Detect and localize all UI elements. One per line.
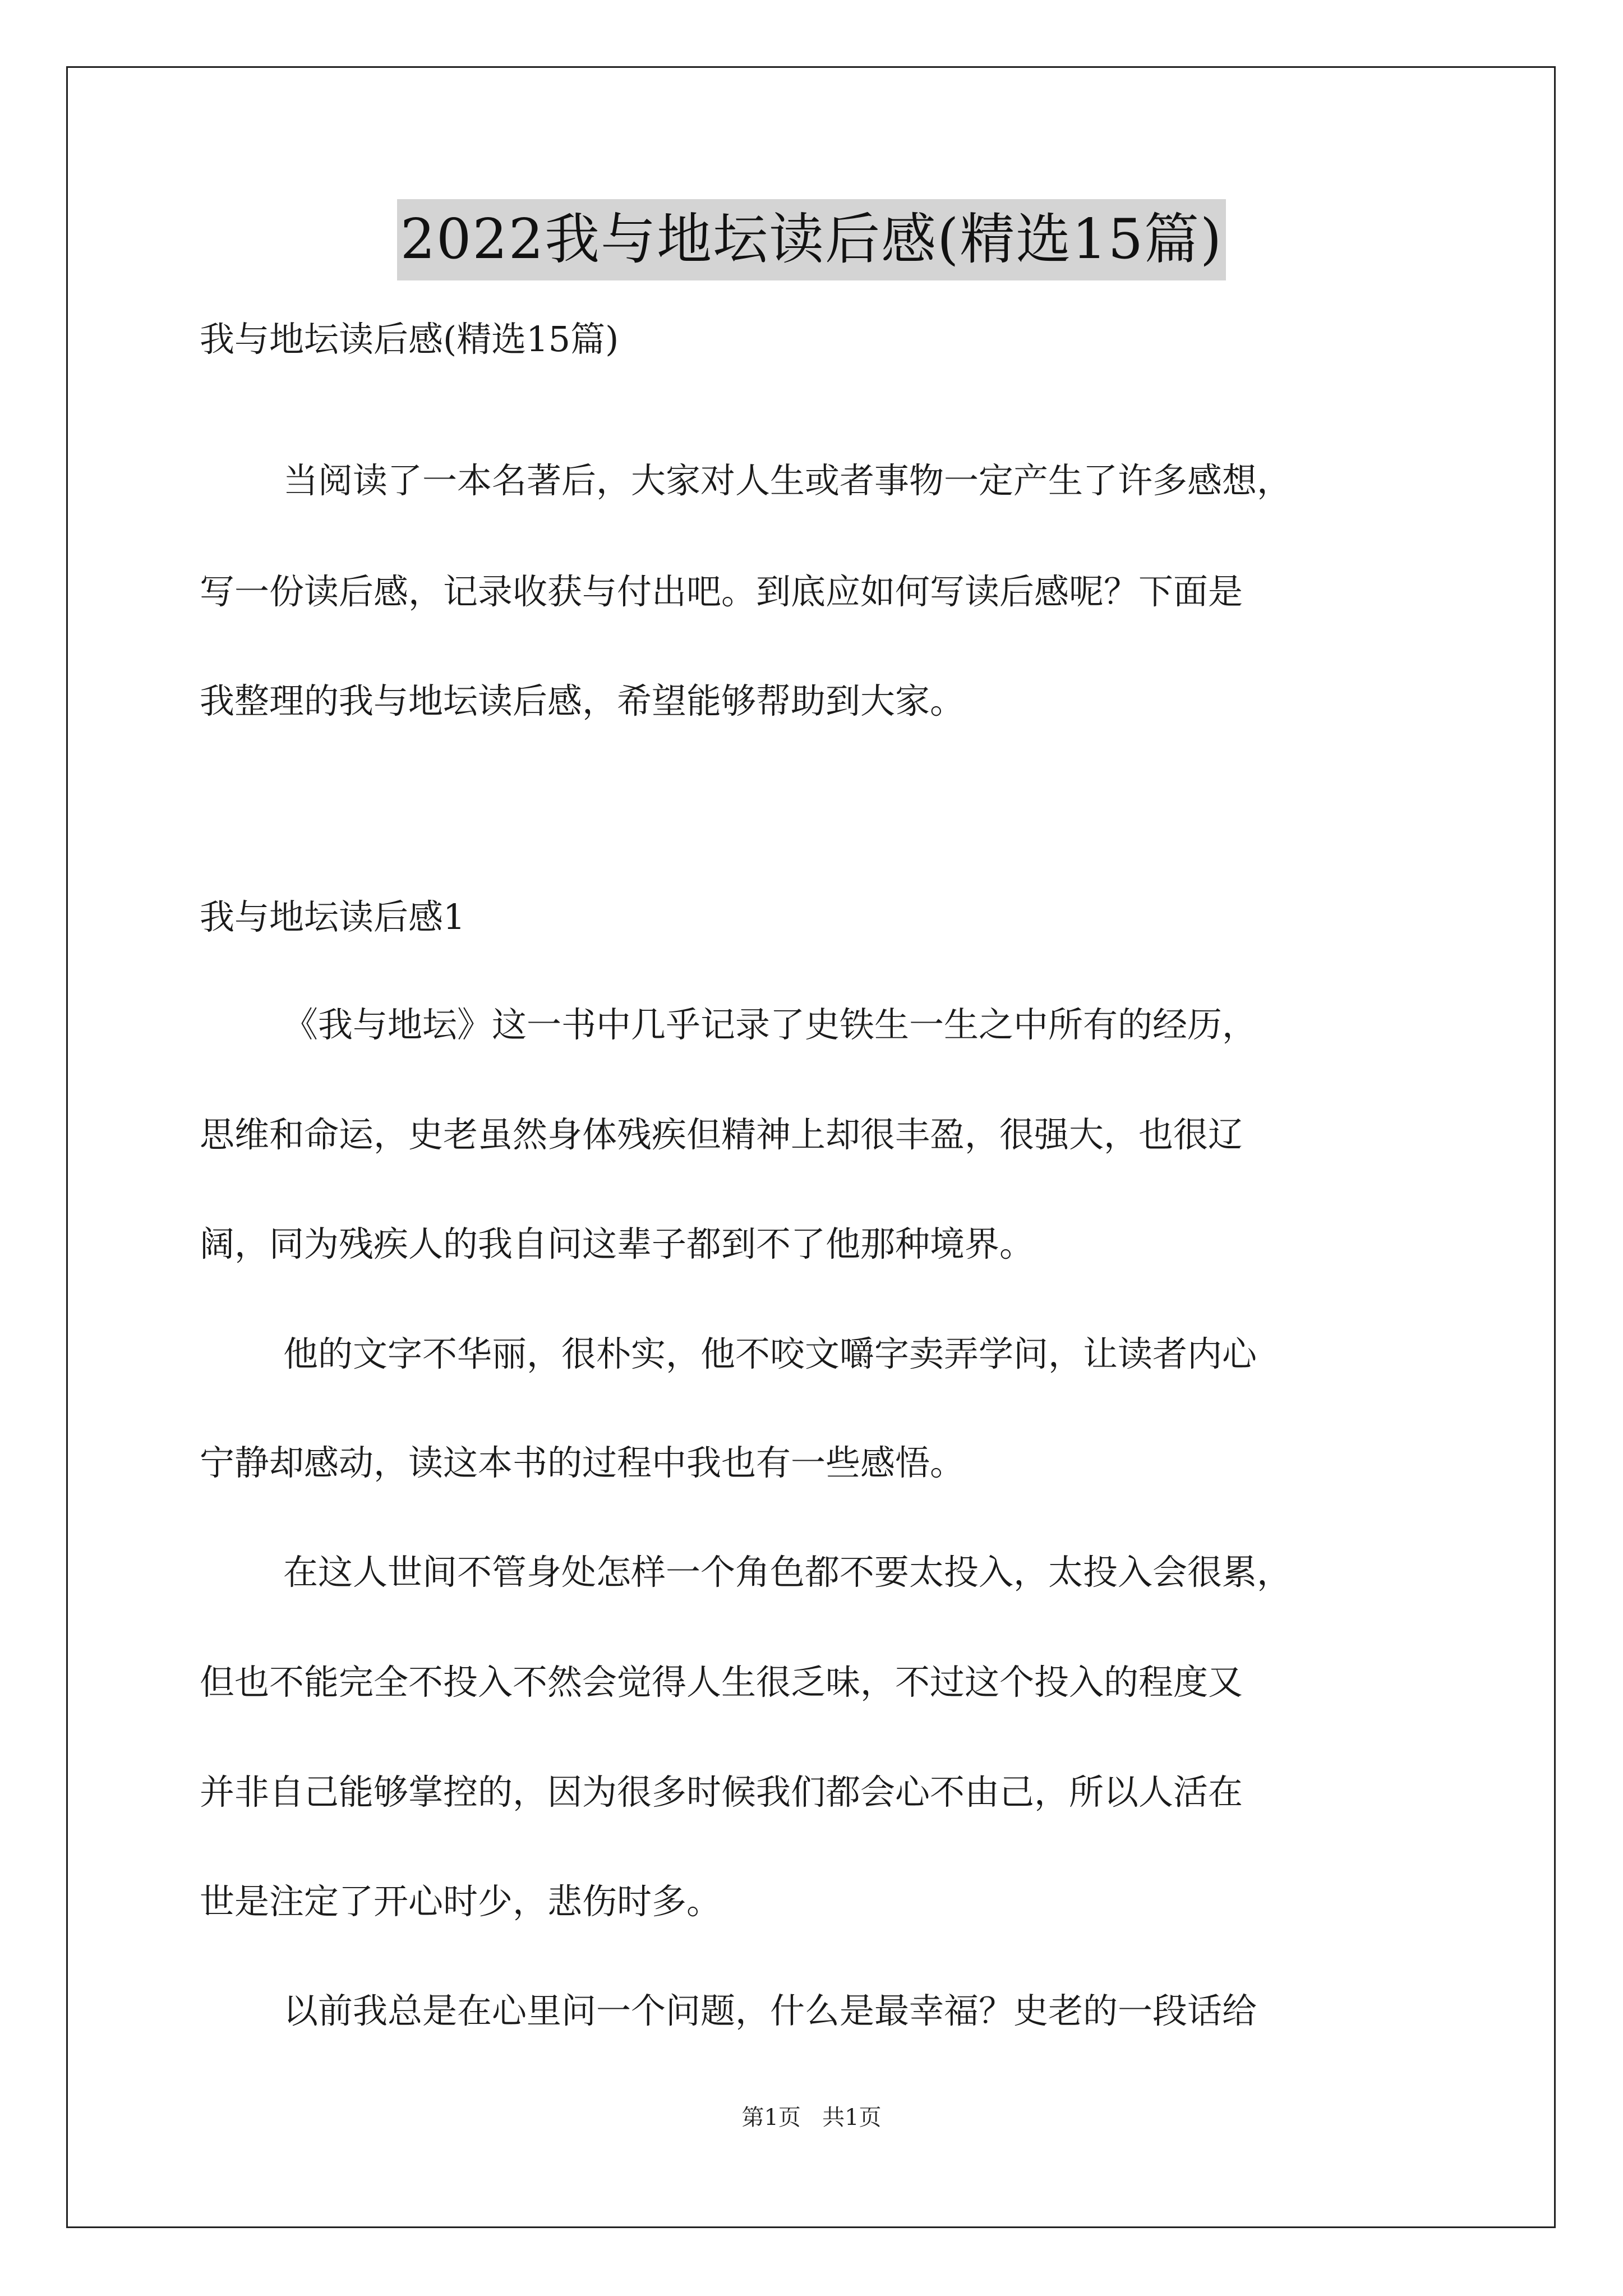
paragraph3-line-4: 世是注定了开心时少，悲伤时多。 — [200, 1881, 722, 1922]
page-number: 第1页 — [741, 2105, 801, 2131]
intro-line-2: 写一份读后感，记录收获与付出吧。到底应如何写读后感呢？下面是 — [200, 571, 1243, 612]
title-container — [0, 199, 1623, 280]
paragraph2-line-1: 他的文字不华丽，很朴实，他不咬文嚼字卖弄学问，让读者内心 — [283, 1333, 1257, 1374]
paragraph1-line-2: 思维和命运，史老虽然身体残疾但精神上却很丰盈，很强大，也很辽 — [200, 1114, 1243, 1155]
document-subtitle: 我与地坛读后感(精选15篇) — [200, 319, 619, 360]
section-heading: 我与地坛读后感1 — [200, 896, 465, 937]
paragraph3-line-3: 并非自己能够掌控的，因为很多时候我们都会心不由己，所以人活在 — [200, 1772, 1243, 1812]
paragraph1-line-1: 《我与地坛》这一书中几乎记录了史铁生一生之中所有的经历， — [283, 1004, 1257, 1045]
intro-line-1: 当阅读了一本名著后，大家对人生或者事物一定产生了许多感想， — [283, 460, 1292, 501]
paragraph4-line-1: 以前我总是在心里问一个问题，什么是最幸福？史老的一段话给 — [283, 1990, 1257, 2031]
intro-line-3: 我整理的我与地坛读后感，希望能够帮助到大家。 — [200, 680, 965, 721]
page-total: 共1页 — [822, 2105, 882, 2131]
paragraph2-line-2: 宁静却感动，读这本书的过程中我也有一些感悟。 — [200, 1442, 965, 1483]
document-title: 2022我与地坛读后感(精选15篇) — [397, 199, 1227, 280]
page-footer — [0, 2101, 1623, 2134]
paragraph1-line-3: 阔，同为残疾人的我自问这辈子都到不了他那种境界。 — [200, 1223, 1035, 1264]
paragraph3-line-2: 但也不能完全不投入不然会觉得人生很乏味，不过这个投入的程度又 — [200, 1662, 1243, 1703]
paragraph3-line-1: 在这人世间不管身处怎样一个角色都不要太投入，太投入会很累， — [283, 1552, 1292, 1593]
